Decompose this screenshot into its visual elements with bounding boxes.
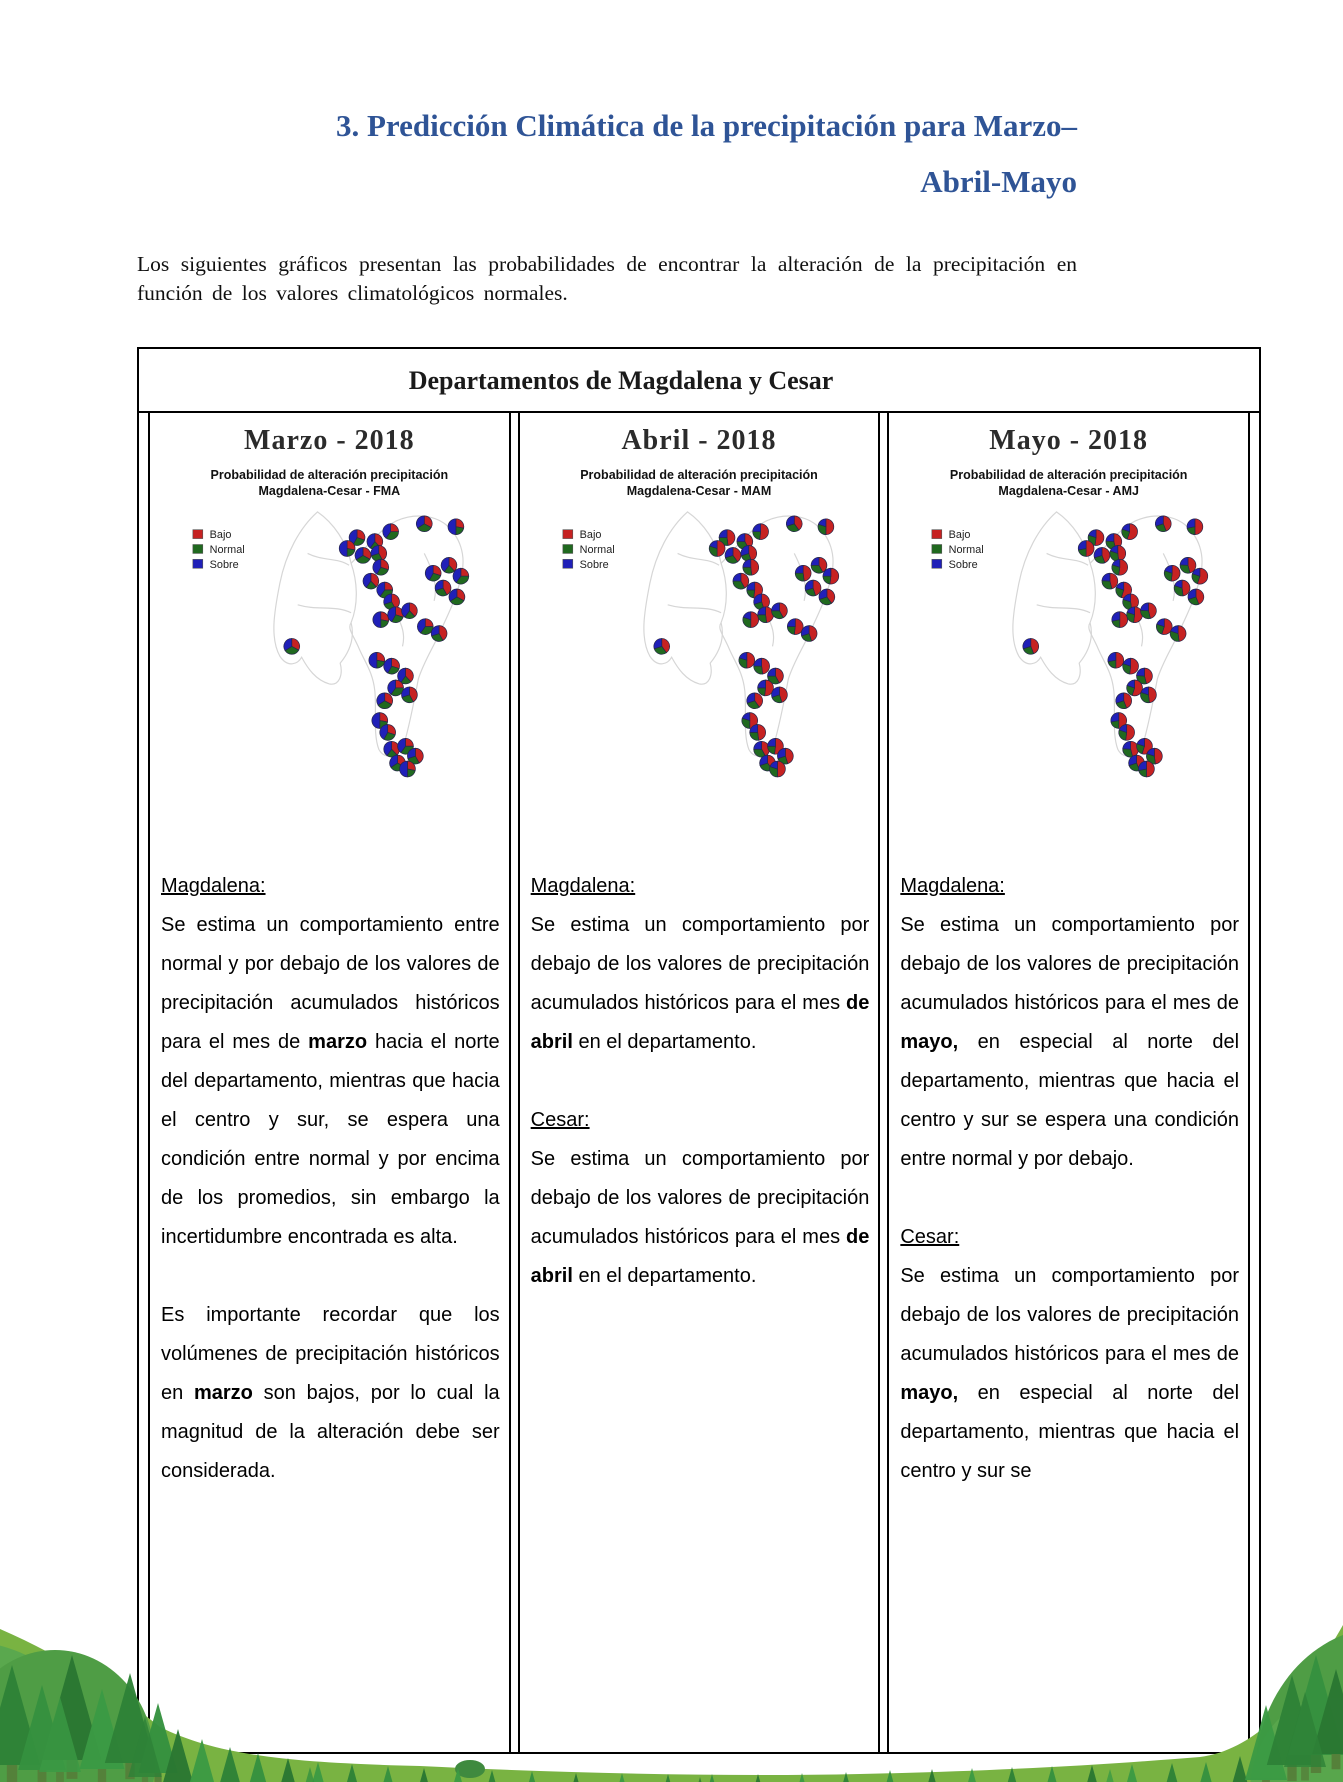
column-text-mayo <box>889 867 1248 1530</box>
section-paragraph: Se estima un comportamiento por debajo de los valores de precipitación acumulados históricos para el mes de abril en el departamento. <box>530 1148 870 1288</box>
tree-icon <box>879 1770 901 1782</box>
pie-marker <box>435 580 451 596</box>
pie-marker <box>769 761 785 777</box>
pie-marker <box>402 602 418 618</box>
map-title-line1: Probabilidad de alteración precipitación <box>949 468 1188 482</box>
tree-icon <box>39 1697 81 1782</box>
legend-swatch-bajo <box>563 529 573 538</box>
pie-marker <box>1156 515 1172 531</box>
tree-icon <box>1038 1766 1066 1782</box>
map-legend <box>563 529 615 571</box>
tree-icon <box>446 1768 470 1782</box>
section-paragraph: Se estima un comportamiento por debajo de los valores de precipitación acumulados históricos para el mes de abril en el departamento. <box>530 914 870 1054</box>
pie-marker <box>811 557 827 573</box>
pie-marker <box>388 679 404 695</box>
pie-marker <box>449 589 465 605</box>
map-legend <box>193 529 245 571</box>
pie-marker <box>355 547 371 563</box>
pie-marker <box>753 658 769 674</box>
map-title-line2: Magdalena-Cesar - MAM <box>626 484 772 499</box>
pie-marker <box>402 686 418 702</box>
pie-marker <box>1123 658 1139 674</box>
tree-icon <box>339 1764 364 1782</box>
pie-marker <box>1127 679 1143 695</box>
section-paragraph: Se estima un comportamiento por debajo de los valores de precipitación acumulados históricos para el mes de mayo, en especial al norte del departamento, mientras que hacia el centro y sur se <box>900 1265 1240 1483</box>
pie-marker <box>339 540 355 556</box>
tree-icon <box>999 1767 1026 1782</box>
tree-icon <box>275 1758 302 1782</box>
tree-icon <box>658 1774 678 1782</box>
map-figure-abril <box>530 467 867 783</box>
pie-marker <box>1119 724 1135 740</box>
pie-marker <box>795 565 811 581</box>
pie-marker <box>1174 580 1190 596</box>
table-column-mayo <box>887 413 1250 1752</box>
pie-marker <box>771 686 787 702</box>
pie-marker <box>383 523 399 539</box>
legend-label: Normal <box>579 543 615 556</box>
document-title-line1: 3. Predicción Climática de la precipitación para Marzo– <box>335 108 1077 143</box>
precipitation-map-marzo <box>181 502 478 784</box>
intro-paragraph: Los siguientes gráficos presentan las probabilidades de encontrar la alteración de la precipitación en función de los valores climatológicos normales. <box>137 252 1077 306</box>
pie-marker <box>425 565 441 581</box>
tree-icon <box>1098 1769 1122 1782</box>
pie-marker <box>771 602 787 618</box>
map-title <box>161 467 498 500</box>
tree-icon <box>692 1777 709 1782</box>
precipitation-map-abril <box>551 502 848 784</box>
pie-marker <box>1102 573 1118 589</box>
pie-marker <box>787 618 803 634</box>
legend-swatch-bajo <box>193 529 203 538</box>
pie-marker <box>453 568 469 584</box>
pie-marker <box>1023 638 1039 654</box>
pie-marker <box>416 515 432 531</box>
pie-marker <box>743 559 759 575</box>
pie-marker <box>373 559 389 575</box>
precipitation-map-mayo <box>920 502 1217 784</box>
pie-marker <box>709 540 725 556</box>
map-figure-marzo <box>161 467 498 783</box>
map-title-line1: Probabilidad de alteración precipitación <box>210 468 449 482</box>
pie-marker <box>1157 618 1173 634</box>
tree-icon <box>376 1766 400 1782</box>
pie-marker <box>1112 559 1128 575</box>
pie-marker <box>801 625 817 641</box>
pie-marker <box>1094 547 1110 563</box>
pie-marker <box>1188 589 1204 605</box>
column-text-abril <box>520 867 879 1335</box>
pie-marker <box>757 679 773 695</box>
map-title <box>530 467 867 500</box>
tree-icon <box>566 1773 586 1782</box>
pie-marker <box>805 580 821 596</box>
tree-icon <box>920 1769 944 1782</box>
pie-marker <box>1127 606 1143 622</box>
tree-icon <box>959 1768 984 1782</box>
pie-marker <box>725 547 741 563</box>
table-title <box>139 349 1259 413</box>
pie-marker <box>384 741 400 757</box>
legend-label: Sobre <box>579 558 609 571</box>
pie-marker <box>1141 602 1157 618</box>
tree-icon <box>304 1762 332 1782</box>
pie-marker <box>1110 545 1126 561</box>
pie-marker <box>818 518 834 534</box>
tree-icon <box>1284 1692 1326 1781</box>
tree-icon <box>243 1753 274 1782</box>
tree-icon <box>299 1767 321 1782</box>
pie-marker <box>1165 565 1181 581</box>
pie-marker <box>741 545 757 561</box>
pie-marker <box>380 724 396 740</box>
pie-marker <box>743 611 759 627</box>
legend-swatch-sobre <box>932 559 942 568</box>
tree-icon <box>1157 1763 1188 1782</box>
section-paragraph: Se estima un comportamiento entre normal y por debajo de los valores de precipitación acumulados históricos para el mes de marzo hacia el norte del departamento, mientras que hacia el centro y sur, se espera una condición entre normal y por encima de los promedios, sin embargo la incertidumbre encontrada es alta. <box>161 914 500 1249</box>
legend-label: Normal <box>949 543 985 556</box>
map-legend <box>932 529 984 571</box>
legend-swatch-bajo <box>932 529 942 538</box>
pie-marker <box>1192 568 1208 584</box>
pie-marker <box>1108 652 1124 668</box>
tree-icon <box>1288 1655 1343 1773</box>
pie-marker <box>654 638 670 654</box>
pie-marker <box>739 652 755 668</box>
legend-swatch-normal <box>563 544 573 553</box>
map-title-line2: Magdalena-Cesar - FMA <box>258 484 401 499</box>
pie-marker <box>819 589 835 605</box>
pie-marker <box>1123 741 1139 757</box>
table-column-marzo <box>148 413 511 1752</box>
legend-swatch-sobre <box>193 559 203 568</box>
tree-icon <box>1078 1765 1106 1782</box>
tree-icon <box>482 1770 503 1782</box>
pie-marker <box>377 692 393 708</box>
tree-icon <box>792 1773 813 1782</box>
map-title-line2: Magdalena-Cesar - AMJ <box>998 484 1139 499</box>
tree-icon <box>1117 1764 1146 1782</box>
tree-icon <box>1267 1675 1317 1781</box>
pie-marker <box>431 625 447 641</box>
legend-label: Sobre <box>949 558 979 571</box>
pie-marker <box>733 573 749 589</box>
tree-icon <box>612 1773 633 1782</box>
section-heading: Cesar: <box>900 1226 960 1249</box>
pie-marker <box>388 606 404 622</box>
pie-marker <box>1116 692 1132 708</box>
pie-marker <box>1112 611 1128 627</box>
tree-icon <box>748 1774 768 1782</box>
tree-icon <box>80 1689 125 1782</box>
legend-label: Bajo <box>949 528 971 541</box>
pie-marker <box>1079 540 1095 556</box>
month-header-mayo: Mayo - 2018 <box>989 425 1149 456</box>
pie-marker <box>417 618 433 634</box>
tree-icon <box>1312 1669 1343 1769</box>
section-heading: Cesar: <box>530 1109 590 1132</box>
month-header-marzo: Marzo - 2018 <box>244 425 415 456</box>
tree-icon <box>836 1772 856 1782</box>
section-paragraph: Se estima un comportamiento por debajo de los valores de precipitación acumulados históricos para el mes de mayo, en especial al norte del departamento, mientras que hacia el centro y sur se espera una condición entre normal y por debajo. <box>900 914 1240 1171</box>
pie-marker <box>752 523 768 539</box>
section-heading: Magdalena: <box>900 875 1005 898</box>
pie-marker <box>363 573 379 589</box>
pie-marker <box>823 568 839 584</box>
pie-marker <box>448 518 464 534</box>
section-heading: Magdalena: <box>530 875 636 898</box>
section-heading: Magdalena: <box>161 875 266 898</box>
pie-marker <box>369 652 385 668</box>
map-figure-mayo <box>900 467 1237 783</box>
legend-label: Bajo <box>579 528 602 541</box>
pie-marker <box>753 741 769 757</box>
tree-icon <box>413 1768 435 1782</box>
tree-icon <box>1190 1762 1222 1782</box>
map-title <box>900 467 1237 500</box>
section-paragraph: Es importante recordar que los volúmenes de precipitación históricos en marzo son bajos, por lo cual la magnitud de la alteración debe ser considerada. <box>161 1304 500 1483</box>
legend-swatch-normal <box>193 544 203 553</box>
document-title <box>137 98 1077 210</box>
legend-label: Sobre <box>209 558 239 571</box>
document-title-line2: Abril-Mayo <box>920 163 1077 199</box>
table-title-text: Departamentos de Magdalena y Cesar <box>408 366 834 395</box>
tree-icon <box>18 1685 66 1782</box>
tree-icon <box>521 1771 543 1782</box>
table-body <box>139 413 1259 1752</box>
tree-icon <box>1223 1756 1257 1782</box>
legend-label: Normal <box>209 543 245 556</box>
pie-marker <box>284 638 300 654</box>
tree-icon <box>0 1665 40 1782</box>
pie-marker <box>786 515 802 531</box>
pie-marker <box>746 692 762 708</box>
pie-marker <box>373 611 389 627</box>
pie-marker <box>371 545 387 561</box>
legend-label: Bajo <box>209 528 232 541</box>
content-table <box>137 347 1261 1754</box>
pie-marker <box>384 658 400 674</box>
pie-marker <box>1171 625 1187 641</box>
pie-marker <box>757 606 773 622</box>
map-title-line1: Probabilidad de alteración precipitación <box>580 468 818 482</box>
month-header-abril: Abril - 2018 <box>621 425 777 456</box>
pie-marker <box>1139 761 1155 777</box>
column-text-marzo <box>150 867 509 1530</box>
legend-swatch-normal <box>932 544 942 553</box>
table-column-abril <box>518 413 881 1752</box>
tree-icon <box>702 1774 723 1782</box>
pie-marker <box>1122 523 1138 539</box>
pie-marker <box>400 761 416 777</box>
pie-marker <box>1187 518 1203 534</box>
legend-swatch-sobre <box>563 559 573 568</box>
pie-marker <box>749 724 765 740</box>
tree-icon <box>43 1655 102 1779</box>
pie-marker <box>1141 686 1157 702</box>
